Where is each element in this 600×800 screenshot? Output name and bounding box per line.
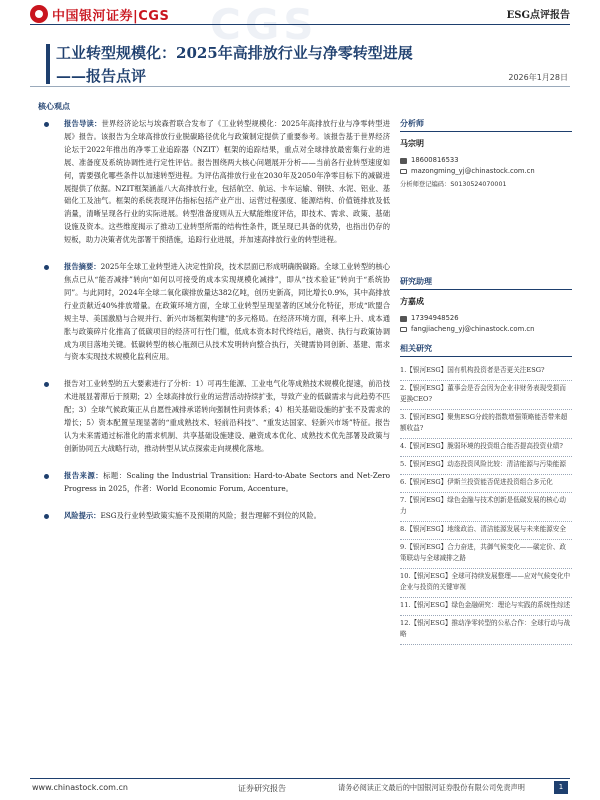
brand-name: 中国银河证券|CGS (52, 8, 170, 24)
sidebar (400, 118, 572, 645)
related-item[interactable]: 11.【银河ESG】绿色金融研究：理论与实践的系统性综述 (400, 598, 572, 616)
mail-icon (400, 169, 407, 174)
paragraph-lead: 报告来源： (64, 470, 104, 480)
related-heading: 相关研究 (400, 343, 572, 357)
analyst-name: 马宗明 (400, 138, 424, 148)
related-item[interactable]: 3.【银河ESG】聚焦ESG分歧的指数增强策略能否带来超额收益? (400, 410, 572, 439)
assistant-email[interactable] (400, 324, 572, 335)
assistant-phone (400, 313, 572, 324)
paragraph-lead: 报告摘要： (64, 262, 101, 272)
paragraph-risk (40, 510, 390, 523)
footer-label: 证券研究报告 (238, 784, 286, 793)
report-date: 2026年1月28日 (508, 73, 568, 82)
paragraph-lead: 风险提示： (64, 510, 101, 520)
analyst-email[interactable] (400, 166, 572, 177)
brand-logo (30, 4, 169, 24)
paragraph-guide (40, 118, 390, 247)
footer-url[interactable]: www.chinastock.com.cn (32, 783, 128, 792)
related-item[interactable]: 8.【银河ESG】地缘政治、清洁能源发展与未来能源安全 (400, 522, 572, 540)
paragraph-summary (40, 261, 390, 364)
related-list (400, 363, 572, 645)
related-item[interactable]: 1.【银河ESG】国有机构投资者是否更关注ESG? (400, 363, 572, 381)
title-divider (30, 86, 570, 87)
mail-icon (400, 327, 407, 332)
related-item[interactable]: 6.【银河ESG】伊斯兰投资能否促进投资组合多元化 (400, 475, 572, 493)
paragraph-text: 报告对工业转型的五大要素进行了分析：1）可再生能源、工业电气化等成熟技术规模化提速，前沿技术进展显著滞后于预期；2）全球高排放行业的运营活动持续扩张，导致产业的低碳需求与此趋势不匹配；3）全球气候政策正从自愿性减排承诺转向强制性问责体系；4）相关基础设施的扩张不及需求的增长；5）资本配置呈现显著的“重成熟技术、轻前沿科技”、“重发达国家、轻新兴市场”特征。报告认为未来需通过标准化的需求机制、共享基础设施建设、融资成本优化、成熟技术优先部署及政策与创新协同五大战略行动，推动转型从试点探索走向规模化落地。 (64, 379, 390, 453)
assistant-email-value[interactable]: fangjiacheng_yj@chinastock.com.cn (411, 325, 535, 333)
report-subtitle: ——报告点评 (56, 67, 147, 85)
bullet-icon (44, 514, 49, 519)
phone-icon (400, 316, 407, 322)
paragraph-text: 标题：Scaling the Industrial Transition: Hard-to-Abate Sectors and Net-Zero Progress in 2025，作者：World Economic Forum, Accenture。 (64, 470, 391, 493)
footer-disclaimer: 请务必阅读正文最后的中国银河证券股份有限公司免责声明 (338, 783, 525, 792)
related-item[interactable]: 10.【银河ESG】全球可持续发展整理——应对气候变化中企业与投资的关键审视 (400, 569, 572, 598)
report-title: 工业转型规模化：2025年高排放行业与净零转型进展 (56, 44, 413, 62)
paragraph-lead: 报告导读： (64, 119, 102, 128)
paragraph-text: ESG及行业转型政策实施不及预期的风险；报告理解不到位的风险。 (100, 510, 321, 520)
related-item[interactable]: 7.【银河ESG】绿色金融与技术创新是低碳发展的核心动力 (400, 493, 572, 522)
report-type-label: ESG点评报告 (506, 10, 570, 21)
footer-divider (30, 778, 570, 779)
section-heading: 核心观点 (38, 101, 70, 111)
page-number: 1 (554, 781, 568, 794)
bullet-icon (44, 474, 49, 479)
phone-icon (400, 158, 407, 164)
bullet-icon (44, 265, 49, 270)
paragraph-text: 世界经济论坛与埃森哲联合发布了《工业转型规模化：2025年高排放行业与净零转型进展》报告。该报告为全球高排放行业脱碳路径优化与政策制定提供了重要参考。该报告基于世界经济论坛于2022年推出的净零工业追踪器（NZIT）框架的追踪结果，重点对全球排放最密集行业的进展、准备度及系统协调性进行定性评估。报告围绕两大核心问题展开分析——当前各行业转型速度如何，需要强化哪些条件以加速转型进程。为评估高排放行业在2030年及2050年净零目标下的减碳进展提供了依据。NZIT框架涵盖八大高排放行业，包括航空、航运、卡车运输、钢铁、水泥、铝业、基础化工及油气。框架的系统表现评估指标包括产业产出、运营过程强度、能源结构、价值链排放及低消量，清晰呈现各行业的实际进展。转型准备度则从五大赋能维度评估，即技术、需求、政策、基础设施及资本。这些维度揭示了推动工业转型所需的结构性条件，既呈现已具备的优势，也指出仍存的短板，助力决策者优先部署干预措施，追踪行业进展，并加速高排放行业的转型进程。 (64, 119, 390, 245)
analyst-phone-value: 18600816533 (411, 156, 459, 164)
header-divider (30, 24, 570, 25)
background-watermark: CGS (210, 0, 318, 49)
paragraph-source (40, 470, 390, 496)
bank-logo-icon (30, 5, 48, 23)
related-item[interactable]: 12.【银河ESG】推动净零转型的公私合作：全球行动与战略 (400, 616, 572, 645)
title-accent-bar (46, 44, 50, 84)
analyst-cert: 分析师登记编码：S0130524070001 (400, 181, 507, 188)
main-content (40, 118, 390, 536)
analyst-heading: 分析师 (400, 118, 572, 132)
paragraph-analysis (40, 378, 390, 455)
bullet-icon (44, 122, 49, 127)
related-item[interactable]: 4.【银河ESG】脆弱环境的投资组合能否提高投资业绩? (400, 439, 572, 457)
assistant-name: 方嘉成 (400, 296, 424, 306)
assistant-heading: 研究助理 (400, 276, 572, 290)
related-item[interactable]: 5.【银河ESG】动态投资风险比较：清洁能源与污染能源 (400, 457, 572, 475)
related-item[interactable]: 2.【银河ESG】董事会是否会因为企业非财务表现受损而更换CEO? (400, 381, 572, 410)
assistant-phone-value: 17394948526 (411, 314, 459, 322)
analyst-email-value[interactable]: mazongming_yj@chinastock.com.cn (411, 167, 535, 175)
related-item[interactable]: 9.【银河ESG】合力奋进，共御气候变化——碳定价、政策联动与全球减排之路 (400, 540, 572, 569)
paragraph-text: 2025年全球工业转型进入决定性阶段，技术层面已形成明确脱碳路。全球工业转型的核心焦点已从“能否减排”转向“如何以可接受的成本实现规模化减排”，即从“技术验证”转向于“系统协同”。与此同时，2024年全球二氧化碳排放量达382亿吨，创历史新高，同比增长0.9%，其中高排放行业贡献近40%排放增量。在政策环境方面，全球工业转型呈现显著的区域分化特征，形成“欧盟合规主导、美国激励与合规并行、新兴市场框架构建”的多元格局。在经济环境方面，利率上升、成本通胀与政策碎片化推高了低碳项目的经济可行性门槛，低成本资本时代终结后，融资、执行与政策协调成为项目落地关键。低碳转型的核心瓶颈已从技术发明转向整合执行，关键需协同创新、基建、需求与资本实现技术规模化监利应用。 (64, 262, 391, 362)
analyst-phone (400, 155, 572, 166)
bullet-icon (44, 382, 49, 387)
